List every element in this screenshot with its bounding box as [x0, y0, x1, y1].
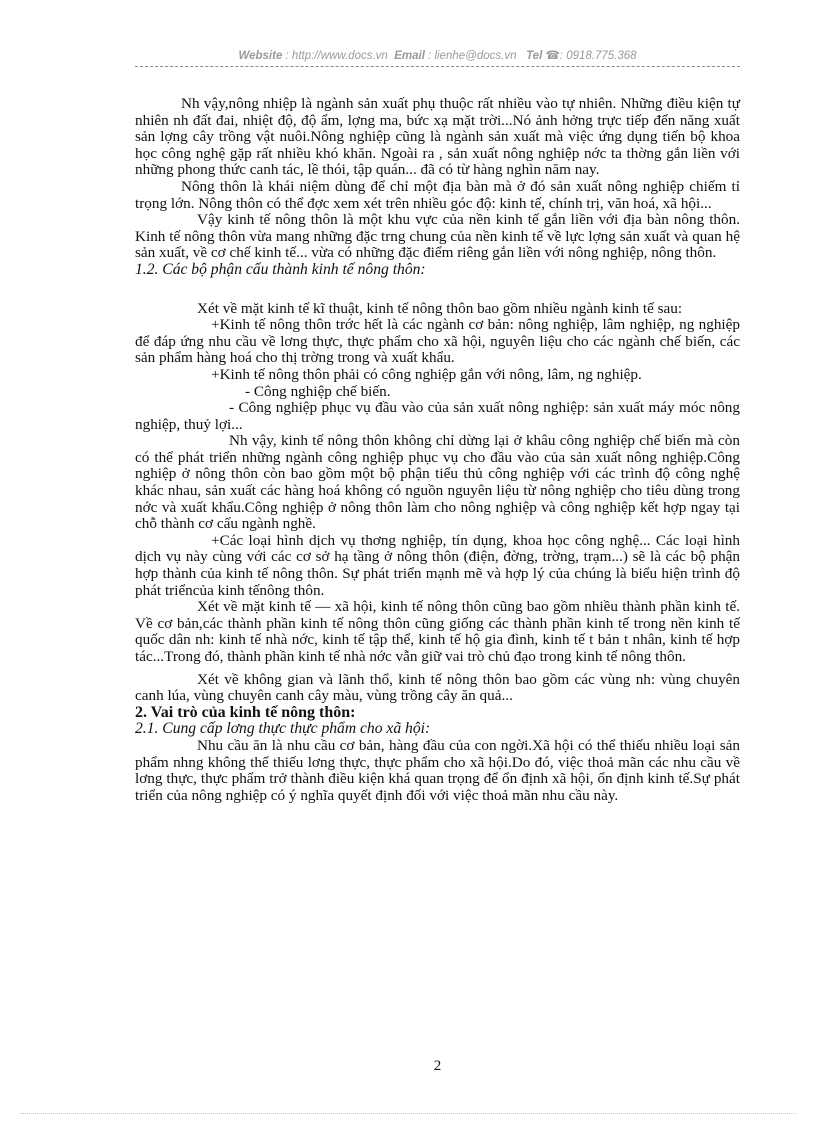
paragraph: Vậy kinh tế nông thôn là một khu vực của nền kinh tế gắn liền với địa bàn nông thôn. Kinh tế nông thôn vừa mang những đặc trng chung của nền kinh tế về lực lợng sản xuất và quan hệ sản xuất, về cơ chế kinh tế... vừa có những đặc điểm riêng gắn liền với nông nghiệp, nông thôn.	[135, 211, 740, 262]
paragraph: +Kinh tế nông thôn trớc hết là các ngành cơ bản: nông nghiệp, lâm nghiệp, ng nghiệp để đáp ứng nhu cầu về lơng thực, thực phẩm cho xã hội, nguyên liệu cho các ngành chế biến, các sản phẩm hàng hoá cho thị trờng trong và xuất khẩu.	[135, 316, 740, 367]
paragraph: Nh vậy,nông nhiệp là ngành sản xuất phụ thuộc rất nhiều vào tự nhiên. Những điều kiện tự nhiên nh đất đai, nhiệt độ, độ ẩm, lợng ma, bức xạ mặt trời...Nó ảnh hởng trực tiếp đến năng xuất sản lợng cây trồng vật nuôi.Nông nghiệp cũng là ngành sản xuất mà việc ứng dụng tiến bộ khoa học công nghệ gặp rất nhiều khó khăn. Ngoài ra , sản xuất nông nghiệp nớc ta thờng gắn liền với những phong thức canh tác, lề thói, tập quán... đã có từ hàng nghìn năm nay.	[135, 95, 740, 179]
paragraph: Xét về mặt kinh tế kĩ thuật, kinh tế nông thôn bao gồm nhiều ngành kinh tế sau:	[197, 299, 683, 317]
paragraph: Xét về không gian và lãnh thổ, kinh tế nông thôn bao gồm các vùng nh: vùng chuyên canh lúa, vùng chuyên canh cây màu, vùng trồng cây ăn quả...	[135, 670, 740, 705]
email-value[interactable]: : lienhe@docs.vn	[428, 50, 517, 62]
page-header	[135, 48, 740, 62]
header-divider	[135, 66, 740, 67]
website-value[interactable]: : http://www.docs.vn	[285, 50, 388, 62]
footer-divider	[20, 1113, 796, 1114]
section-heading-2: 2. Vai trò của kinh tế nông thôn:	[135, 703, 356, 721]
website-label: Website	[238, 50, 283, 62]
paragraph: +Kinh tế nông thôn phải có công nghiệp gắn với nông, lâm, ng nghiệp.	[211, 365, 642, 383]
tel-value: ☎: 0918.775.368	[545, 50, 637, 62]
paragraph: Xét về mặt kinh tế — xã hội, kinh tế nông thôn cũng bao gồm nhiều thành phần kinh tế. Về cơ bản,các thành phần kinh tế nông thôn cũng giống các thành phần kinh tế trong nền kinh tế quốc dân nh: kinh tế nhà nớc, kinh tế tập thể, kinh tế hộ gia đình, kinh tế t bản t nhân, kinh tế hợp tác...Trong đó, thành phần kinh tế nhà nớc vẫn giữ vai trò chủ đạo trong kinh tế nông thôn.	[135, 598, 740, 665]
paragraph: Nh vậy, kinh tế nông thôn không chỉ dừng lại ở khâu công nghiệp chế biến mà còn có thể phát triển những ngành công nghiệp phục vụ cho đầu vào của sản xuất nông nghiệp.Công nghiệp ở nông thôn còn bao gồm một bộ phận tiểu thủ công nghiệp với các trình độ công nghệ khác nhau, sản xuất các hàng hoá không có nguồn nguyên liệu từ nông nghiệp cho tiêu dùng trong nớc và xuất khẩu.Công nghiệp ở nông thôn làm cho nông nghiệp và công nghiệp kết hợp ngay tại chỗ thành cơ cấu ngành nghề.	[135, 432, 740, 533]
section-heading-1-2: 1.2. Các bộ phận cấu thành kinh tế nông thôn:	[135, 260, 426, 278]
email-label: Email	[394, 50, 425, 62]
page-number: 2	[433, 1058, 442, 1074]
paragraph: - Công nghiệp phục vụ đầu vào của sản xuất nông nghiệp: sản xuất máy móc nông nghiệp, thuỷ lợi...	[135, 399, 740, 433]
document-body	[135, 96, 740, 804]
paragraph: - Công nghiệp chế biến.	[245, 382, 391, 400]
tel-label: Tel	[526, 50, 543, 62]
spacer	[135, 279, 740, 301]
paragraph: Nhu cầu ăn là nhu cầu cơ bản, hàng đầu của con ngời.Xã hội có thể thiếu nhiều loại sản phẩm nhng không thể thiếu lơng thực, thực phẩm cho xã hội.Do đó, việc thoả mãn các nhu cầu về lơng thực, thực phẩm trở thành điều kiện khá quan trọng để ổn định xã hội, ổn định kinh tế.Sự phát triển của nông nghiệp có ý nghĩa quyết định đối với việc thoả mãn nhu cầu này.	[135, 736, 740, 804]
paragraph: +Các loại hình dịch vụ thơng nghiệp, tín dụng, khoa học công nghệ... Các loại hình dịch vụ này cùng với các cơ sở hạ tầng ở nông thôn (điện, đờng, trờng, trạm...) sẽ là các bộ phận hợp thành của kinh tế nông thôn. Sự phát triển mạnh mẽ và hợp lý của chúng là biểu hiện trình độ phát triểncủa kinh tếnông thôn.	[135, 531, 740, 599]
section-heading-2-1: 2.1. Cung cấp lơng thực thực phẩm cho xã hội:	[135, 720, 431, 738]
paragraph: Nông thôn là khái niệm dùng để chỉ một địa bàn mà ở đó sản xuất nông nghiệp chiếm tỉ trọng lớn. Nông thôn có thể đợc xem xét trên nhiều góc độ: kinh tế, chính trị, văn hoá, xã hội...	[135, 177, 740, 212]
